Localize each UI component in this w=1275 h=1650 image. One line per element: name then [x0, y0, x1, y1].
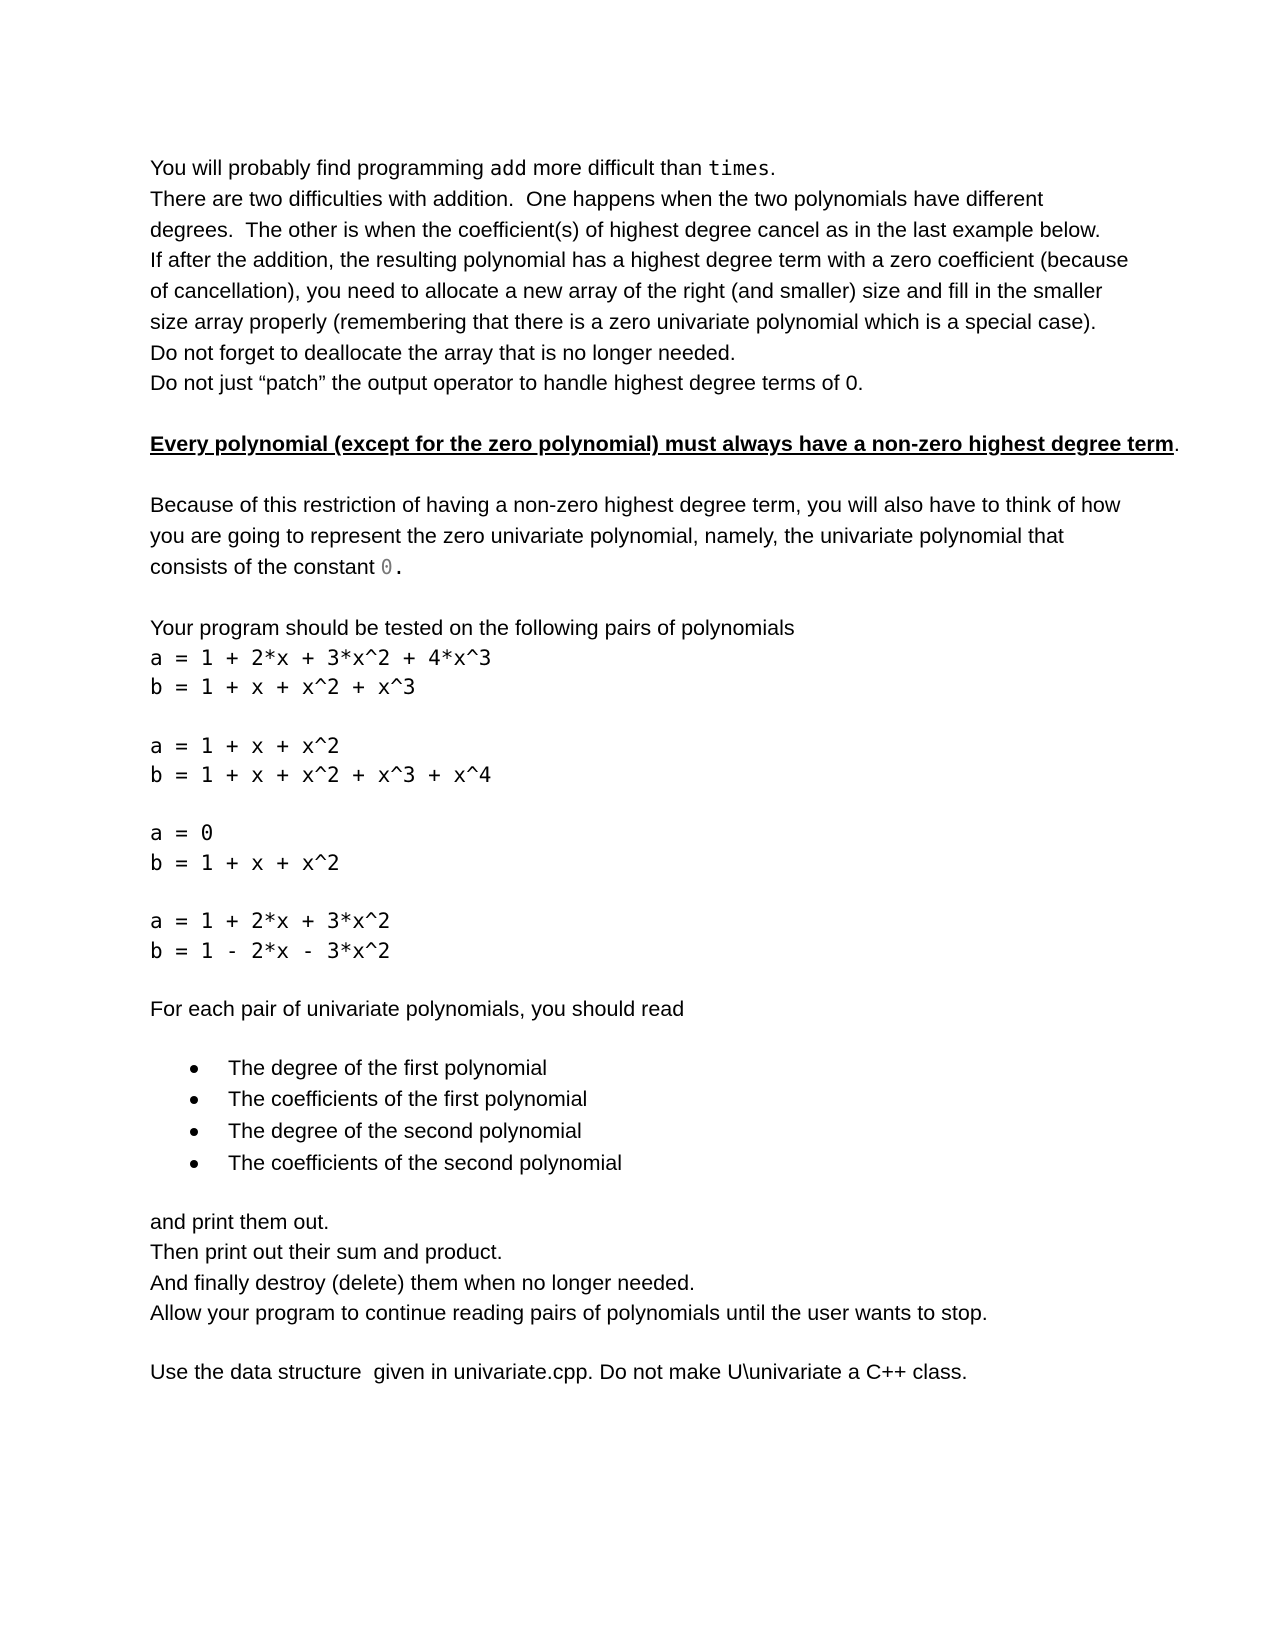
reading-intro: For each pair of univariate polynomials, you should read [150, 997, 685, 1021]
zero-para-line-2: you are going to represent the zero univariate polynomial, namely, the univariate polynomial that [150, 524, 1064, 548]
pair-1-a: a = 1 + 2*x + 3*x^2 + 4*x^3 [150, 646, 492, 670]
list-item-text: The degree of the first polynomial [228, 1056, 548, 1080]
add-keyword: add [489, 156, 527, 180]
times-keyword: times [708, 156, 770, 180]
polynomial-rule-end: . [1173, 432, 1180, 456]
intro-line-6: size array properly (remembering that there is a zero univariate polynomial which is a special case). [150, 310, 1097, 334]
intro-line-5: of cancellation), you need to allocate a new array of the right (and smaller) size and fill in the smaller [150, 279, 1103, 303]
tests-intro: Your program should be tested on the following pairs of polynomials [150, 616, 795, 640]
list-item-text: The coefficients of the second polynomial [228, 1151, 623, 1175]
list-item-text: The coefficients of the first polynomial [228, 1087, 588, 1111]
pair-4-a: a = 1 + 2*x + 3*x^2 [150, 909, 391, 933]
zero-para-line-3 [150, 552, 405, 582]
intro-line-1 [150, 153, 776, 183]
intro-line-1-end: . [769, 156, 776, 180]
closing-line-3: And finally destroy (delete) them when no longer needed. [150, 1271, 696, 1295]
bullet-icon [190, 1096, 198, 1104]
closing-line-4: Allow your program to continue reading pairs of polynomials until the user wants to stop. [150, 1301, 988, 1325]
bullet-icon [190, 1065, 198, 1073]
intro-line-1-text: You will probably find programming [150, 156, 490, 180]
bullet-icon [190, 1128, 198, 1136]
zero-para-line-3-text: consists of the constant [150, 555, 381, 579]
closing-line-2: Then print out their sum and product. [150, 1240, 503, 1264]
intro-line-1-mid: more difficult than [526, 156, 709, 180]
zero-constant: 0 [380, 555, 393, 579]
zero-para-line-3-end: . [392, 555, 406, 579]
polynomial-rule [150, 429, 1180, 459]
pair-2-b: b = 1 + x + x^2 + x^3 + x^4 [150, 763, 492, 787]
intro-line-7: Do not forget to deallocate the array that is no longer needed. [150, 341, 736, 365]
zero-para-line-1: Because of this restriction of having a non-zero highest degree term, you will also have to think of how [150, 493, 1121, 517]
pair-1-b: b = 1 + x + x^2 + x^3 [150, 675, 416, 699]
pair-3-a: a = 0 [150, 821, 214, 845]
polynomial-rule-text: Every polynomial (except for the zero polynomial) must always have a non-zero highest degree term [150, 432, 1174, 456]
intro-line-2: There are two difficulties with addition. One happens when the two polynomials have different [150, 187, 1044, 211]
list-item-text: The degree of the second polynomial [228, 1119, 582, 1143]
pair-2-a: a = 1 + x + x^2 [150, 734, 340, 758]
data-structure-note: Use the data structure given in univariate.cpp. Do not make U\univariate a C++ class. [150, 1360, 968, 1384]
bullet-icon [190, 1160, 198, 1168]
intro-line-8: Do not just “patch” the output operator to handle highest degree terms of 0. [150, 371, 864, 395]
closing-line-1: and print them out. [150, 1210, 330, 1234]
intro-line-4: If after the addition, the resulting polynomial has a highest degree term with a zero coefficient (because [150, 248, 1129, 272]
intro-line-3: degrees. The other is when the coefficient(s) of highest degree cancel as in the last example below. [150, 218, 1101, 242]
pair-4-b: b = 1 - 2*x - 3*x^2 [150, 939, 391, 963]
pair-3-b: b = 1 + x + x^2 [150, 851, 340, 875]
